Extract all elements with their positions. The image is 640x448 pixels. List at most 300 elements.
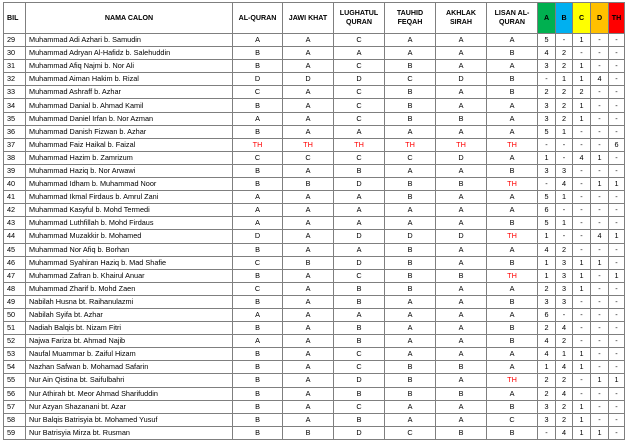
- row-subject-grade: C: [334, 400, 385, 413]
- row-name: Nur Batrisyia Mirza bt. Rusman: [26, 426, 233, 439]
- table-row: [4, 400, 625, 413]
- row-subject-grade: A: [385, 322, 436, 335]
- row-subject-grade: B: [334, 322, 385, 335]
- row-subject-grade: C: [334, 269, 385, 282]
- row-name: Nur Athirah bt. Meor Ahmad Sharifuddin: [26, 387, 233, 400]
- header-subject: LUGHATUL QURAN: [334, 3, 385, 34]
- row-name: Muhammad Hazim b. Zamrizum: [26, 151, 233, 164]
- row-grade-count: -: [573, 164, 591, 177]
- row-grade-count: 1: [591, 374, 609, 387]
- row-grade-count: 1: [556, 125, 573, 138]
- row-grade-count: 6: [609, 138, 625, 151]
- row-subject-grade: A: [283, 217, 334, 230]
- row-subject-grade: A: [283, 374, 334, 387]
- row-grade-count: 1: [573, 348, 591, 361]
- row-subject-grade: B: [233, 99, 283, 112]
- row-grade-count: 4: [556, 387, 573, 400]
- row-subject-grade: A: [436, 47, 487, 60]
- row-subject-grade: D: [283, 73, 334, 86]
- row-grade-count: -: [573, 230, 591, 243]
- row-grade-count: 1: [573, 256, 591, 269]
- row-grade-count: 2: [538, 387, 556, 400]
- row-grade-count: -: [591, 112, 609, 125]
- row-subject-grade: B: [385, 60, 436, 73]
- table-row: [4, 348, 625, 361]
- row-subject-grade: C: [334, 348, 385, 361]
- row-subject-grade: A: [334, 125, 385, 138]
- row-grade-count: 1: [538, 151, 556, 164]
- row-grade-count: 2: [556, 374, 573, 387]
- row-name: Naufal Muammar b. Zaiful Hizam: [26, 348, 233, 361]
- row-subject-grade: A: [283, 361, 334, 374]
- row-bil: 34: [4, 99, 26, 112]
- row-subject-grade: B: [385, 86, 436, 99]
- row-subject-grade: A: [283, 86, 334, 99]
- row-subject-grade: B: [233, 361, 283, 374]
- row-bil: 59: [4, 426, 26, 439]
- header-subject: JAWI KHAT: [283, 3, 334, 34]
- row-subject-grade: A: [334, 47, 385, 60]
- header-grade-th: TH: [609, 3, 625, 34]
- row-grade-count: 3: [556, 282, 573, 295]
- table-row: [4, 138, 625, 151]
- row-grade-count: -: [573, 178, 591, 191]
- row-name: Muhammad Idham b. Muhammad Noor: [26, 178, 233, 191]
- row-subject-grade: A: [233, 191, 283, 204]
- row-subject-grade: B: [233, 426, 283, 439]
- table-row: [4, 295, 625, 308]
- row-grade-count: 1: [538, 230, 556, 243]
- row-subject-grade: A: [283, 230, 334, 243]
- row-grade-count: 1: [556, 73, 573, 86]
- row-bil: 39: [4, 164, 26, 177]
- row-subject-grade: C: [233, 151, 283, 164]
- table-row: [4, 256, 625, 269]
- row-grade-count: 4: [538, 47, 556, 60]
- row-grade-count: 1: [609, 269, 625, 282]
- row-grade-count: -: [591, 322, 609, 335]
- row-subject-grade: A: [487, 348, 538, 361]
- row-bil: 36: [4, 125, 26, 138]
- row-grade-count: 1: [573, 282, 591, 295]
- row-subject-grade: A: [487, 99, 538, 112]
- row-name: Muhammad Faiz Haikal b. Faizal: [26, 138, 233, 151]
- row-grade-count: -: [591, 413, 609, 426]
- row-subject-grade: A: [334, 243, 385, 256]
- row-subject-grade: A: [487, 191, 538, 204]
- row-grade-count: 1: [609, 374, 625, 387]
- row-grade-count: 1: [573, 112, 591, 125]
- row-subject-grade: B: [233, 178, 283, 191]
- row-subject-grade: A: [233, 204, 283, 217]
- row-bil: 57: [4, 400, 26, 413]
- table-row: [4, 322, 625, 335]
- row-subject-grade: A: [283, 164, 334, 177]
- row-subject-grade: C: [334, 361, 385, 374]
- row-bil: 32: [4, 73, 26, 86]
- row-name: Nabilah Syifa bt. Azhar: [26, 308, 233, 321]
- row-subject-grade: B: [385, 243, 436, 256]
- row-grade-count: -: [573, 322, 591, 335]
- row-grade-count: 4: [556, 361, 573, 374]
- row-name: Muhammad Kasyful b. Mohd Termedi: [26, 204, 233, 217]
- header-subject: LISAN AL-QURAN: [487, 3, 538, 34]
- row-subject-grade: B: [436, 426, 487, 439]
- row-grade-count: -: [591, 295, 609, 308]
- row-grade-count: 1: [573, 361, 591, 374]
- row-subject-grade: TH: [487, 269, 538, 282]
- row-grade-count: 2: [556, 47, 573, 60]
- row-bil: 41: [4, 191, 26, 204]
- row-grade-count: 1: [573, 400, 591, 413]
- row-grade-count: -: [591, 361, 609, 374]
- row-subject-grade: B: [233, 374, 283, 387]
- row-subject-grade: A: [385, 204, 436, 217]
- row-subject-grade: B: [385, 374, 436, 387]
- table-row: [4, 151, 625, 164]
- header-grade-d: D: [591, 3, 609, 34]
- row-subject-grade: TH: [334, 138, 385, 151]
- table-row: [4, 60, 625, 73]
- row-grade-count: 1: [573, 269, 591, 282]
- row-subject-grade: B: [233, 164, 283, 177]
- row-subject-grade: B: [233, 322, 283, 335]
- row-subject-grade: B: [283, 256, 334, 269]
- row-grade-count: 2: [538, 282, 556, 295]
- row-grade-count: 2: [556, 400, 573, 413]
- row-grade-count: -: [591, 99, 609, 112]
- row-subject-grade: A: [436, 374, 487, 387]
- row-subject-grade: B: [487, 400, 538, 413]
- row-subject-grade: B: [436, 361, 487, 374]
- row-subject-grade: A: [385, 400, 436, 413]
- row-subject-grade: TH: [487, 230, 538, 243]
- row-subject-grade: A: [334, 191, 385, 204]
- row-subject-grade: B: [233, 413, 283, 426]
- row-grade-count: 1: [538, 269, 556, 282]
- row-subject-grade: A: [385, 34, 436, 47]
- row-bil: 29: [4, 34, 26, 47]
- row-name: Muhammad Ikmal Firdaus b. Amrul Zani: [26, 191, 233, 204]
- row-grade-count: 1: [573, 426, 591, 439]
- row-grade-count: 5: [538, 191, 556, 204]
- table-row: [4, 361, 625, 374]
- row-grade-count: 1: [573, 34, 591, 47]
- row-grade-count: -: [609, 60, 625, 73]
- table-row: [4, 230, 625, 243]
- row-grade-count: 4: [591, 73, 609, 86]
- row-subject-grade: A: [283, 295, 334, 308]
- table-body: [4, 34, 625, 440]
- row-subject-grade: B: [487, 164, 538, 177]
- row-grade-count: -: [573, 204, 591, 217]
- row-grade-count: -: [556, 204, 573, 217]
- row-bil: 40: [4, 178, 26, 191]
- row-subject-grade: A: [283, 191, 334, 204]
- row-subject-grade: A: [385, 335, 436, 348]
- row-grade-count: 2: [538, 374, 556, 387]
- row-subject-grade: A: [233, 335, 283, 348]
- row-grade-count: -: [573, 308, 591, 321]
- row-grade-count: 3: [538, 164, 556, 177]
- row-subject-grade: A: [436, 217, 487, 230]
- row-subject-grade: C: [233, 256, 283, 269]
- row-grade-count: -: [573, 387, 591, 400]
- row-subject-grade: B: [334, 413, 385, 426]
- row-grade-count: -: [573, 191, 591, 204]
- row-grade-count: -: [591, 47, 609, 60]
- row-subject-grade: A: [487, 112, 538, 125]
- row-grade-count: -: [573, 217, 591, 230]
- row-subject-grade: B: [436, 112, 487, 125]
- table-row: [4, 125, 625, 138]
- header-bil: BIL: [4, 3, 26, 34]
- row-subject-grade: A: [436, 86, 487, 99]
- row-grade-count: 1: [538, 256, 556, 269]
- row-subject-grade: A: [233, 217, 283, 230]
- row-subject-grade: A: [436, 243, 487, 256]
- row-subject-grade: B: [233, 348, 283, 361]
- table-row: [4, 73, 625, 86]
- row-subject-grade: A: [436, 256, 487, 269]
- row-grade-count: 5: [538, 34, 556, 47]
- table-row: [4, 217, 625, 230]
- row-grade-count: -: [573, 374, 591, 387]
- table-row: [4, 164, 625, 177]
- table-row: [4, 47, 625, 60]
- row-grade-count: 2: [538, 322, 556, 335]
- row-grade-count: 2: [556, 60, 573, 73]
- row-grade-count: -: [538, 73, 556, 86]
- row-grade-count: -: [591, 217, 609, 230]
- row-subject-grade: A: [385, 295, 436, 308]
- row-subject-grade: C: [385, 151, 436, 164]
- row-subject-grade: B: [385, 191, 436, 204]
- row-grade-count: 1: [573, 73, 591, 86]
- row-grade-count: -: [591, 204, 609, 217]
- row-grade-count: 4: [538, 243, 556, 256]
- row-subject-grade: C: [334, 112, 385, 125]
- table-header: [4, 3, 625, 34]
- row-subject-grade: B: [334, 387, 385, 400]
- row-subject-grade: D: [334, 426, 385, 439]
- row-subject-grade: A: [283, 348, 334, 361]
- row-grade-count: 3: [538, 400, 556, 413]
- row-subject-grade: A: [334, 217, 385, 230]
- row-bil: 48: [4, 282, 26, 295]
- row-grade-count: -: [591, 164, 609, 177]
- table-row: [4, 335, 625, 348]
- row-grade-count: -: [591, 243, 609, 256]
- row-name: Nur Azyan Shazanani bt. Azar: [26, 400, 233, 413]
- row-subject-grade: B: [233, 243, 283, 256]
- header-grade-b: B: [556, 3, 573, 34]
- row-grade-count: -: [609, 112, 625, 125]
- row-subject-grade: A: [436, 125, 487, 138]
- row-grade-count: -: [609, 125, 625, 138]
- row-subject-grade: A: [436, 400, 487, 413]
- row-name: Nazhan Safwan b. Mohamad Safarin: [26, 361, 233, 374]
- row-bil: 55: [4, 374, 26, 387]
- row-subject-grade: A: [283, 400, 334, 413]
- row-grade-count: -: [609, 86, 625, 99]
- row-grade-count: -: [609, 413, 625, 426]
- row-subject-grade: A: [283, 387, 334, 400]
- row-subject-grade: A: [487, 282, 538, 295]
- row-name: Muhammad Luthfillah b. Mohd Firdaus: [26, 217, 233, 230]
- row-subject-grade: B: [233, 60, 283, 73]
- row-subject-grade: C: [283, 151, 334, 164]
- row-subject-grade: A: [283, 413, 334, 426]
- row-subject-grade: B: [334, 335, 385, 348]
- row-subject-grade: A: [283, 282, 334, 295]
- table-row: [4, 374, 625, 387]
- row-subject-grade: A: [436, 413, 487, 426]
- row-subject-grade: A: [385, 308, 436, 321]
- row-subject-grade: B: [385, 178, 436, 191]
- row-subject-grade: B: [233, 400, 283, 413]
- row-grade-count: -: [591, 269, 609, 282]
- row-bil: 47: [4, 269, 26, 282]
- row-subject-grade: B: [334, 164, 385, 177]
- row-subject-grade: B: [283, 178, 334, 191]
- row-subject-grade: TH: [385, 138, 436, 151]
- row-subject-grade: A: [436, 191, 487, 204]
- row-subject-grade: D: [334, 256, 385, 269]
- row-grade-count: -: [591, 34, 609, 47]
- row-grade-count: 2: [556, 112, 573, 125]
- row-grade-count: -: [591, 282, 609, 295]
- row-name: Muhammad Syahiran Haziq b. Mad Shafie: [26, 256, 233, 269]
- row-grade-count: -: [609, 282, 625, 295]
- row-grade-count: 1: [556, 217, 573, 230]
- row-grade-count: 2: [556, 335, 573, 348]
- row-grade-count: 6: [538, 204, 556, 217]
- row-grade-count: 1: [591, 178, 609, 191]
- row-grade-count: -: [591, 191, 609, 204]
- row-grade-count: -: [591, 138, 609, 151]
- row-name: Nadiah Balqis bt. Nizam Fitri: [26, 322, 233, 335]
- row-name: Muhammad Nor Afiq b. Borhan: [26, 243, 233, 256]
- row-subject-grade: A: [487, 125, 538, 138]
- row-subject-grade: D: [334, 178, 385, 191]
- row-subject-grade: B: [487, 47, 538, 60]
- table-row: [4, 191, 625, 204]
- header-row: [4, 3, 625, 34]
- row-subject-grade: A: [283, 335, 334, 348]
- row-grade-count: 1: [556, 348, 573, 361]
- row-subject-grade: C: [334, 151, 385, 164]
- table-row: [4, 282, 625, 295]
- row-subject-grade: TH: [233, 138, 283, 151]
- row-bil: 43: [4, 217, 26, 230]
- row-subject-grade: B: [385, 282, 436, 295]
- row-subject-grade: B: [487, 86, 538, 99]
- row-grade-count: -: [609, 361, 625, 374]
- row-subject-grade: C: [487, 413, 538, 426]
- row-subject-grade: B: [487, 256, 538, 269]
- row-subject-grade: B: [487, 335, 538, 348]
- row-grade-count: 1: [556, 191, 573, 204]
- row-grade-count: 3: [556, 269, 573, 282]
- row-bil: 51: [4, 322, 26, 335]
- header-nama-calon: NAMA CALON: [26, 3, 233, 34]
- row-subject-grade: TH: [436, 138, 487, 151]
- row-grade-count: -: [591, 387, 609, 400]
- row-grade-count: -: [556, 308, 573, 321]
- row-bil: 50: [4, 308, 26, 321]
- row-grade-count: 4: [538, 335, 556, 348]
- row-bil: 35: [4, 112, 26, 125]
- table-row: [4, 243, 625, 256]
- row-grade-count: 3: [538, 99, 556, 112]
- row-subject-grade: D: [436, 151, 487, 164]
- row-subject-grade: B: [385, 269, 436, 282]
- row-grade-count: -: [609, 73, 625, 86]
- row-grade-count: -: [609, 243, 625, 256]
- row-grade-count: -: [556, 230, 573, 243]
- row-subject-grade: A: [436, 99, 487, 112]
- row-subject-grade: B: [487, 322, 538, 335]
- row-grade-count: 1: [591, 256, 609, 269]
- row-grade-count: -: [609, 426, 625, 439]
- row-subject-grade: A: [334, 204, 385, 217]
- header-subject: TAUHID FEQAH: [385, 3, 436, 34]
- row-name: Muhammad Haziq b. Nor Arwawi: [26, 164, 233, 177]
- row-grade-count: -: [609, 47, 625, 60]
- row-bil: 56: [4, 387, 26, 400]
- row-grade-count: -: [609, 217, 625, 230]
- row-subject-grade: D: [233, 230, 283, 243]
- row-grade-count: 5: [538, 125, 556, 138]
- row-subject-grade: D: [334, 374, 385, 387]
- row-grade-count: 3: [556, 256, 573, 269]
- table-row: [4, 413, 625, 426]
- row-grade-count: 4: [556, 322, 573, 335]
- row-subject-grade: A: [283, 125, 334, 138]
- row-grade-count: -: [609, 335, 625, 348]
- row-grade-count: 1: [573, 60, 591, 73]
- table-row: [4, 204, 625, 217]
- row-subject-grade: B: [385, 256, 436, 269]
- row-name: Najwa Fariza bt. Ahmad Najib: [26, 335, 233, 348]
- table-row: [4, 178, 625, 191]
- row-subject-grade: A: [334, 308, 385, 321]
- row-name: Nur Balqis Batrisyia bt. Mohamed Yusuf: [26, 413, 233, 426]
- row-grade-count: -: [591, 125, 609, 138]
- row-grade-count: -: [591, 335, 609, 348]
- row-subject-grade: A: [487, 361, 538, 374]
- row-subject-grade: A: [385, 164, 436, 177]
- row-subject-grade: A: [436, 335, 487, 348]
- row-subject-grade: TH: [487, 138, 538, 151]
- row-grade-count: -: [573, 47, 591, 60]
- row-grade-count: -: [609, 295, 625, 308]
- row-subject-grade: B: [385, 361, 436, 374]
- row-subject-grade: C: [385, 73, 436, 86]
- row-grade-count: -: [573, 295, 591, 308]
- row-subject-grade: D: [334, 230, 385, 243]
- row-name: Muhammad Aiman Hakim b. Rizal: [26, 73, 233, 86]
- row-subject-grade: TH: [487, 178, 538, 191]
- row-grade-count: 3: [538, 112, 556, 125]
- row-grade-count: 3: [538, 60, 556, 73]
- row-subject-grade: A: [436, 164, 487, 177]
- row-bil: 30: [4, 47, 26, 60]
- row-subject-grade: B: [283, 426, 334, 439]
- row-subject-grade: A: [436, 348, 487, 361]
- row-subject-grade: A: [487, 204, 538, 217]
